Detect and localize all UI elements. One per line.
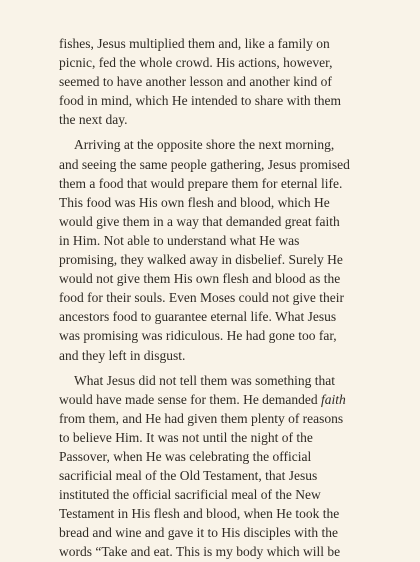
text-line: instituted the official sacrificial meal of the New bbox=[59, 487, 321, 503]
text-line: What Jesus did not tell them was something that bbox=[74, 372, 335, 388]
text-line: the next day. bbox=[59, 112, 128, 128]
text-line: bread and wine and gave it to His disciples with the bbox=[59, 525, 338, 541]
text-line: from them, and He had given them plenty of reasons bbox=[59, 410, 344, 426]
text-line: food for their souls. Even Moses could not give their bbox=[59, 290, 344, 306]
text-line: and they left in disgust. bbox=[59, 347, 186, 363]
text-line: promising, they walked away in disbelief. Surely He bbox=[59, 252, 343, 268]
text-line: Arriving at the opposite shore the next morning, bbox=[74, 137, 335, 153]
text-line: them a food that would prepare them for eternal life. bbox=[59, 175, 343, 191]
text-line: to believe Him. It was not until the night of the bbox=[59, 429, 313, 445]
text-line: seemed to have another lesson and another kind of bbox=[59, 74, 332, 90]
text-line bbox=[59, 390, 386, 409]
text-line: food in mind, which He intended to share with them bbox=[59, 93, 341, 109]
text-segment: would have made sense for them. He demanded bbox=[59, 391, 318, 407]
paragraph-1 bbox=[59, 34, 386, 129]
text-line: This food was His own flesh and blood, which He bbox=[59, 194, 330, 210]
text-line: in Him. Not able to understand what He was bbox=[59, 232, 300, 248]
text-line: would give them in a way that demanded great faith bbox=[59, 213, 340, 229]
text-line: was promising was ridiculous. He had gone too far, bbox=[59, 328, 337, 344]
text-line: picnic, fed the whole crowd. His actions, however, bbox=[59, 55, 333, 71]
text-line: and seeing the same people gathering, Jesus promised bbox=[59, 156, 350, 172]
text-line: sacrificial meal of the Old Testament, that Jesus bbox=[59, 468, 318, 484]
text-line: ancestors food to guarantee eternal life. What Jesus bbox=[59, 309, 337, 325]
paragraph-2 bbox=[59, 135, 386, 364]
text-line: Passover, when He was celebrating the official bbox=[59, 448, 312, 464]
text-line: would not give them His own flesh and blood as the bbox=[59, 271, 341, 287]
emphasized-word: faith bbox=[321, 391, 346, 407]
text-line: words “Take and eat. This is my body which will be bbox=[59, 544, 341, 560]
text-line: fishes, Jesus multiplied them and, like a family on bbox=[59, 36, 330, 51]
text-line: Testament in His flesh and blood, when He took the bbox=[59, 506, 340, 522]
